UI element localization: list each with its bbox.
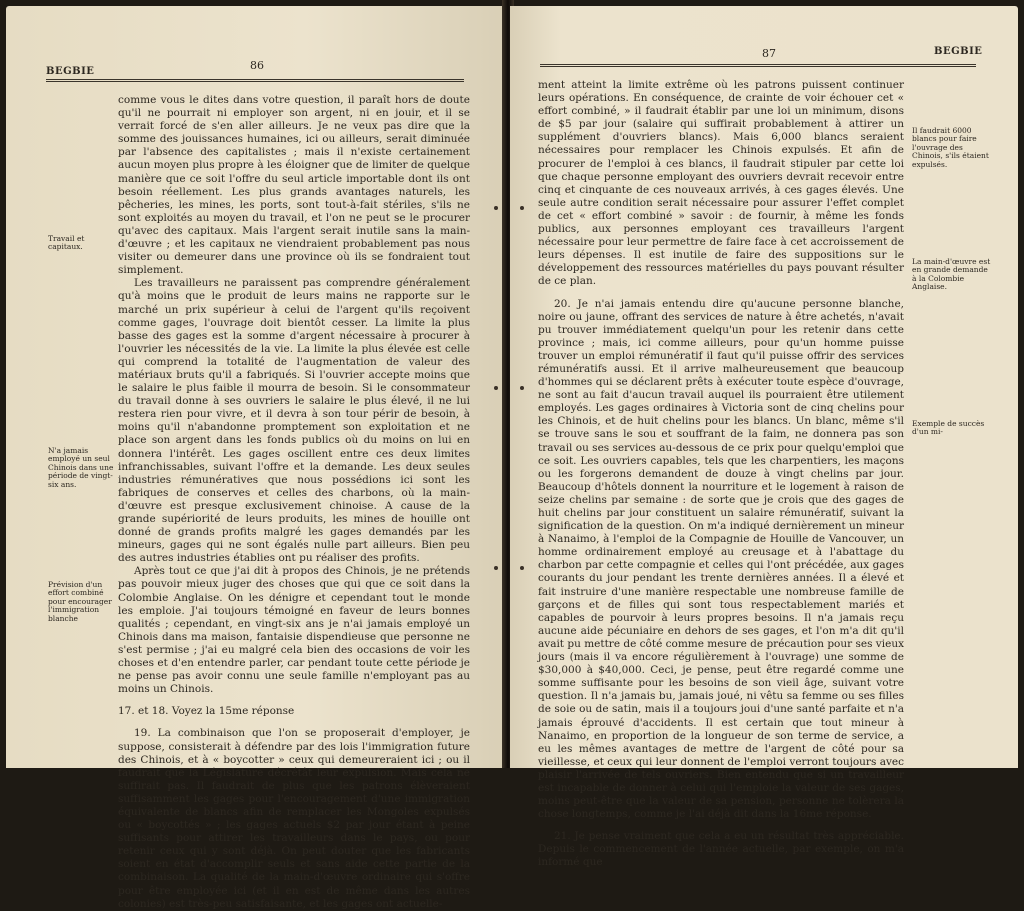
section-heading: 17. et 18. Voyez la 15me réponse [118,705,295,718]
margin-note: La main-d'œuvre est en grande demande à la Colombie Anglaise. [912,257,991,292]
binding-hole [494,206,498,210]
paragraph: 19. La combinaison que l'on se proposerait d'employer, je suppose, consisterait à défendre par des lois l'immigration future des Chinois, et à « boycotter » ceux qui demeureraient ici ; ou il faudrait que la Législature décrétât leur expulsion. Mais cela ne suffirait pas. Il faudrait de plus que les patrons élèveraient suffisamment les gages pour l'encouragement d'une immigration équivalente de blancs afin de remplacer les Mongoles expulsés ou « boycottés » ; les gages actuels $2 par jour étant à peine suffisants pour attirer les travailleurs dans le pays, ou pour retenir ceux qui y sont déjà. On peut douter que les fabricants soient en état d'accomplir seuls et sans aide cette partie de la combinaison. La qualité de la main-d'œuvre ordinaire qui s'offre pour être employée ici (et il en est de même dans les autres colonies) est très-peu satisfaisante, et les gages ont actuelle- [118,727,470,910]
paragraph: Après tout ce que j'ai dit à propos des Chinois, je ne prétends pas pouvoir mieux juger des choses que qui que ce soit dans la Colombie Anglaise. On les dénigre et cependant tout le monde les emploie. J'ai toujours témoigné en faveur de leurs bonnes qualités ; cependant, en vingt-six ans je n'ai jamais employé un Chinois dans ma maison, fantaisie dispendieuse que personne ne s'est permise ; j'ai eu malgré cela bien des occasions de voir les choses et d'en entendre parler, car pendant toute cette période je ne pense pas avoir connu une seule famille n'employant pas au moins un Chinois. [118,565,470,696]
header-rule-right [540,64,976,67]
header-rule-left [46,79,464,82]
left-page [6,6,506,910]
margin-note: N'a jamais employé un seul Chinois dans une période de vingt-six ans. [48,446,114,489]
main-text-left [118,94,470,911]
margin-note: Il faudrait 6000 blancs pour faire l'ouvrage des Chinois, s'ils étaient expulsés. [912,126,989,169]
page-number-right: 87 [762,47,776,60]
running-head-right: BEGBIE [934,46,983,57]
margin-note: Exemple de succès d'un mi- [912,419,985,437]
binding-hole [520,206,524,210]
page-number-left: 86 [250,59,264,72]
main-text-right [538,79,904,870]
margin-note: Travail et capitaux. [48,234,85,252]
paragraph: 21. Je pense vraiment que cela a eu un résultat très appréciable. Depuis le commencement de l'année actuelle, par exemple, on m'a informé que [538,830,904,869]
margin-note: Prévision d'un effort combiné pour encourager l'immigration blanche [48,580,112,623]
paragraph: Les travailleurs ne paraissent pas comprendre généralement qu'à moins que le produit de leurs mains ne rapporte sur le marché un prix supérieur à celui de l'argent qu'ils reçoivent comme gages, l'ouvrage doit bientôt cesser. La limite la plus basse des gages est la somme d'argent nécessaire à procurer à l'ouvrier les nécessités de la vie. La limite la plus élevée est celle qui comprend la totalité de l'augmentation de valeur des matériaux bruts qu'il a fabriqués. Si l'ouvrier accepte moins que le salaire le plus faible il mourra de besoin. Si le consommateur du travail donne à ses ouvriers le salaire le plus élevé, il ne lui restera rien pour vivre, et il devra à son tour périr de besoin, à moins qu'il n'abandonne promptement son exploitation et ne place son argent dans les fonds publics où du moins on lui en donnera l'intérêt. Les gages oscillent entre ces deux limites infranchissables, suivant l'offre et la demande. Les deux seules industries rémunératives que nous possédions ici sont les fabriques de conserves et celles des charbons, où la main-d'œuvre est presque exclusivement chinoise. A cause de la grande supériorité de leurs produits, les mines de houille ont donné de grands profits malgré les gages demandés par les mineurs, gages qui ne sont égalés nulle part ailleurs. Bien peu des autres industries établies ont pu réaliser des profits. [118,277,470,565]
paragraph: ment atteint la limite extrême où les patrons puissent continuer leurs opérations. En conséquence, de crainte de voir échouer cet « effort combiné, » il faudrait établir par une loi un minimum, disons de $5 par jour (salaire qui suffirait probablement à attirer un supplément d'ouvriers blancs). Mais 6,000 blancs seraient nécessaires pour remplacer les Chinois expulsés. Et afin de procurer de l'emploi à ces blancs, il faudrait stipuler par cette loi que chaque personne employant des ouvriers devrait recevoir entre cinq et cinquante de ces nouveaux arrivés, à ces gages élevés. Une seule autre condition serait nécessaire pour assurer l'effet complet de cet « effort combiné » savoir : de fournir, à même les fonds publics, aux personnes employant ces travailleurs l'argent nécessaire pour leur permettre de faire face à cet accroissement de leurs dépenses. Il est inutile de faire des suppositions sur le développement des ressources matérielles du pays pouvant résulter de ce plan. [538,79,904,288]
paragraph: comme vous le dites dans votre question, il paraît hors de doute qu'il ne pourrait ni employer son argent, ni en jouir, et il se verrait forcé de s'en aller ailleurs. Je ne veux pas dire que la somme des jouissances humaines, ici ou ailleurs, serait diminuée par l'absence des capitalistes ; mais il n'existe certainement aucun moyen plus propre à les éloigner que de limiter de quelque manière que ce soit l'offre du seul article importable dont ils ont besoin réellement. Les plus grands avantages naturels, les pêcheries, les mines, les ports, sont tout-à-fait stériles, s'ils ne sont exploités au moyen du travail, et l'on ne peut se le procurer qu'avec des capitaux. Mais l'argent serait inutile sans la main-d'œuvre ; et les capitaux ne viendraient probablement pas nous visiter ou demeurer dans une province où ils se fondraient tout simplement. [118,94,470,277]
right-page [510,6,1018,869]
paragraph: 20. Je n'ai jamais entendu dire qu'aucune personne blanche, noire ou jaune, offrant des services de nature à être achetés, n'avait pu trouver immédiatement quelqu'un pour les retenir dans cette province ; mais, ici comme ailleurs, pour qu'un homme puisse trouver un emploi rémunératif il faut qu'il puisse offrir des services rémunératifs aussi. Et il arrive malheureusement que beaucoup d'hommes qui se déclarent prêts à exécuter toute espèce d'ouvrage, ne sont au fait d'aucun travail auquel ils pourraient être utilement employés. Les gages ordinaires à Victoria sont de cinq chelins pour les Chinois, et de huit chelins pour les blancs. Un blanc, même s'il se trouve sans le sou et souffrant de la faim, ne donnera pas son travail ou ses services au-dessous de ce prix pour quelqu'emploi que ce soit. Les ouvriers capables, tels que les charpentiers, les maçons ou les forgerons demandent de douze à vingt chelins par jour. Beaucoup d'hôtels donnent la nourriture et le logement à raison de seize chelins par semaine : de sorte que je crois que des gages de huit chelins par jour constituent un salaire rémunératif, suivant la signification de la question. On m'a indiqué dernièrement un mineur à Nanaimo, à l'emploi de la Compagnie de Houille de Vancouver, un homme ordinairement employé au creusage et à l'abattage du charbon par cette compagnie et celles qui l'ont précédée, aux gages courants du jour pendant les trente dernières années. Il a élevé et fait instruire d'une manière respectable une nombreuse famille de garçons et de filles qui sont tous respectablement mariés et capables de pourvoir à leurs propres besoins. Il n'a jamais reçu aucune aide pécuniaire en dehors de ses gages, et l'on m'a dit qu'il avait pu mettre de côté comme mesure de précaution pour ses vieux jours (mais il va encore régulièrement à l'ouvrage) une somme de $30,000 à $40,000. Ceci, je pense, peut être regardé comme une somme suffisante pour les besoins de son vieil âge, suivant votre question. Il n'a jamais bu, jamais joué, ni vêtu sa femme ou ses filles de soie ou de satin, mais il a toujours joui d'une santé parfaite et n'a jamais éprouvé d'accidents. Il est certain que tout mineur à Nanaimo, en proportion de la longueur de son terme de service, a eu les mêmes avantages de mettre de l'argent de côté pour sa vieillesse, et ceux qui leur donnent de l'emploi verront toujours avec plaisir l'arrivée de tels ouvriers. Bien entendu que si un travailleur est incapable de donner à celui qui l'emploie la valeur de ses gages, moins peut-être que la valeur de sa pension, personne ne tolèrera la chose longtemps, comme je l'ai déjà dit dans la 16me réponse. [538,297,904,821]
binding-hole [520,566,524,570]
running-head-left: BEGBIE [46,66,95,77]
binding-hole [520,386,524,390]
binding-hole [494,386,498,390]
binding-hole [494,566,498,570]
